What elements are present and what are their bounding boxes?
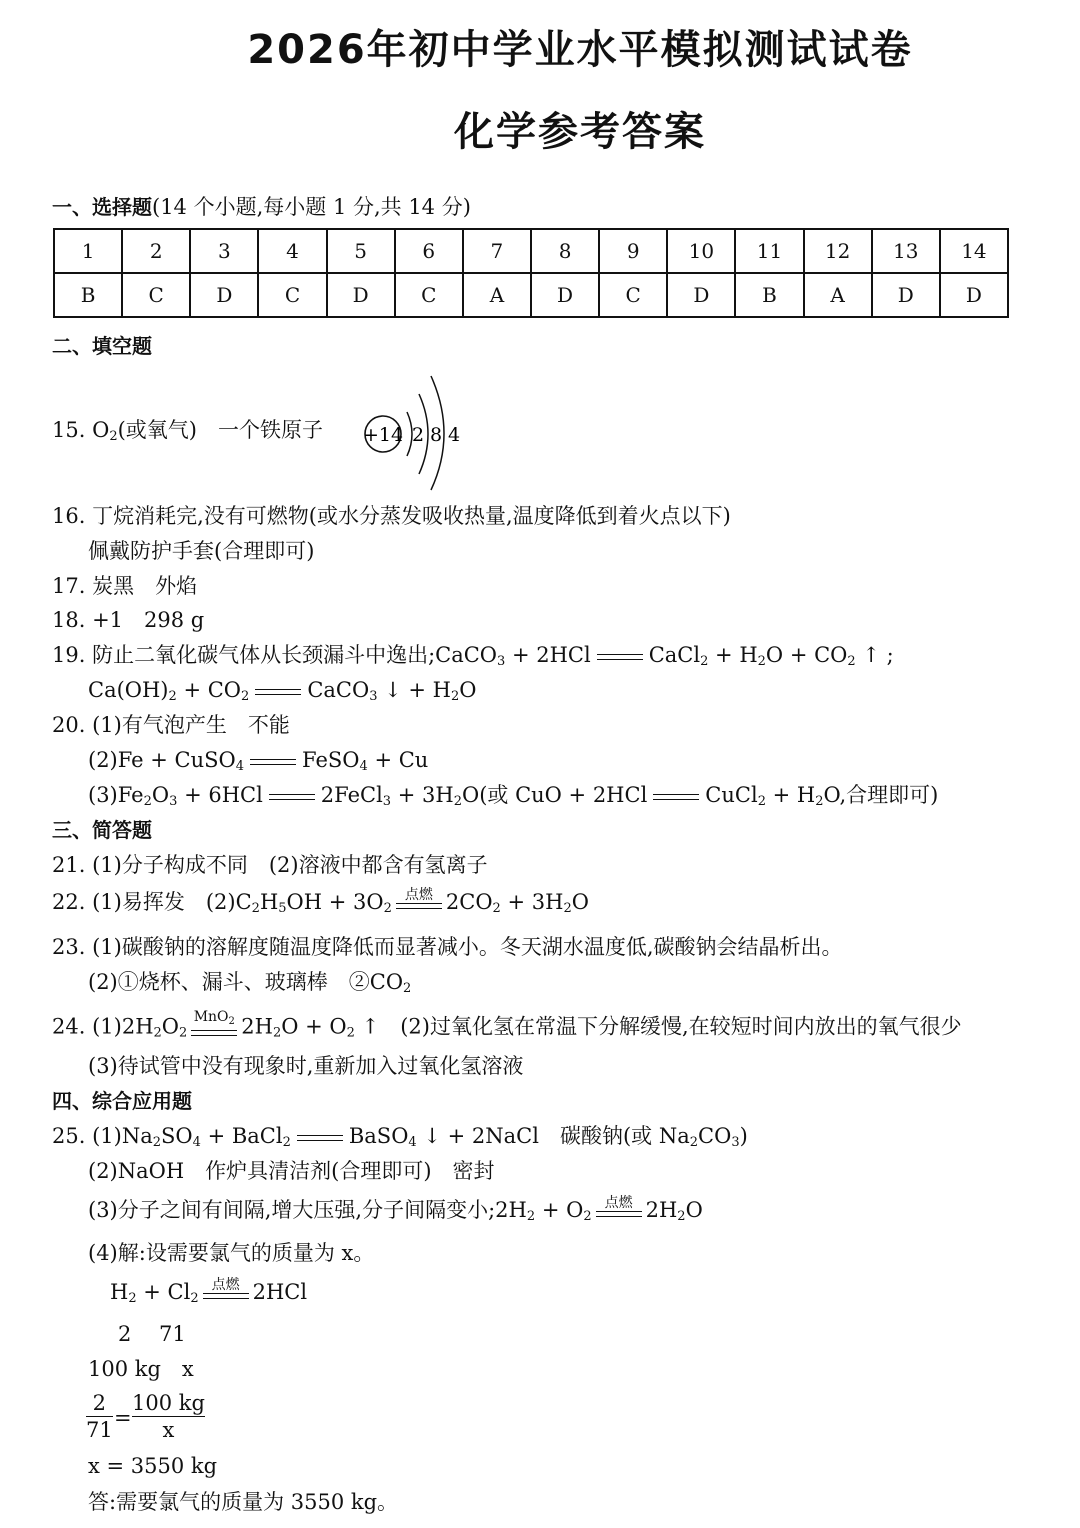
answer-cell: B xyxy=(735,273,803,317)
q15-alt: (或氧气) xyxy=(117,418,197,442)
answer-24-line-2: (3)待试管中没有现象时,重新加入过氧化氢溶液 xyxy=(88,1054,524,1078)
q25-part-3: (3)分子之间有间隔,增大压强,分子间隔变小; xyxy=(88,1198,496,1222)
question-number: 13 xyxy=(872,229,940,273)
answer-20-line-1: 20. (1)有气泡产生 不能 xyxy=(52,713,290,737)
equation-sign xyxy=(297,1135,343,1141)
reaction-condition: MnO$_2$ xyxy=(191,1010,237,1046)
answer-cell: D xyxy=(667,273,735,317)
answer-cell: B xyxy=(54,273,122,317)
catalyst-label: MnO xyxy=(193,1009,229,1025)
answer-25-line-2: (2)NaOH 作炉具清洁剂(合理即可) 密封 xyxy=(88,1159,495,1183)
reaction-condition xyxy=(396,888,442,919)
q24-part-2: (2)过氧化氢在常温下分解缓慢,在较短时间内放出的氧气很少 xyxy=(400,1014,962,1039)
silicon-atom-structure-diagram xyxy=(355,362,475,492)
question-number: 9 xyxy=(599,229,667,273)
q15-meaning: 一个铁原子 xyxy=(217,418,323,442)
shell-1-electrons: 2 xyxy=(411,424,425,446)
answer-cell: D xyxy=(190,273,258,317)
answer-23-line-1: 23. (1)碳酸钠的溶解度随温度降低而显著减小。冬天湖水温度低,碳酸钠会结晶析出。 xyxy=(52,935,843,959)
fraction-right-numerator: 100 kg xyxy=(132,1391,205,1415)
question-number: 12 xyxy=(804,229,872,273)
fraction-right-denominator: x xyxy=(162,1418,175,1442)
answer-18: 18. +1 298 g xyxy=(52,608,205,632)
q19-reason: 19. 防止二氧化碳气体从长颈漏斗中逸出; xyxy=(52,643,436,667)
condition-label: 点燃 xyxy=(604,1195,633,1211)
q22-text: 22. (1)易挥发 (2) xyxy=(52,890,236,914)
reaction-condition xyxy=(596,1196,642,1227)
solution-mass: 100 kg x xyxy=(88,1357,194,1381)
answer-cell: A xyxy=(804,273,872,317)
equation-sign xyxy=(250,759,296,765)
answer-21: 21. (1)分子构成不同 (2)溶液中都含有氢离子 xyxy=(52,853,488,877)
answer-25-line-4: (4)解:设需要氯气的质量为 x。 xyxy=(88,1241,375,1265)
answer-25-line-3: (3)分子之间有间隔,增大压强,分子间隔变小$;2H_2 + O_2$ 点燃 $2H_2O$ xyxy=(88,1196,703,1231)
fraction-left xyxy=(86,1390,113,1443)
answer-17: 17. 炭黑 外焰 xyxy=(52,574,198,598)
equals-sign: = xyxy=(114,1406,132,1430)
q23-part-2: (2)①烧杯、漏斗、玻璃棒 ②CO xyxy=(88,970,404,994)
q15-subscript: 2 xyxy=(109,429,118,444)
answer-22: 22. (1)易挥发 $(2)C_2H_5OH + 3O_2$ 点燃 $2CO_2 + 3H_2O$ xyxy=(52,888,589,923)
reaction-condition xyxy=(203,1278,249,1309)
answer-cell: C xyxy=(122,273,190,317)
section-1-label: 一、选择题 xyxy=(52,195,152,219)
answer-15 xyxy=(52,416,323,451)
answer-19-line-2: $Ca(OH)_2 + CO_2$ CaCO$_3$ ↓ + $H_2O$ xyxy=(88,678,477,704)
answer-cell: D xyxy=(872,273,940,317)
fraction-left-denominator: 71 xyxy=(86,1418,113,1442)
question-number: 5 xyxy=(327,229,395,273)
solution-ratio: 2 71 xyxy=(118,1322,186,1346)
page-title: 2026年初中学业水平模拟测试试卷 xyxy=(247,27,913,73)
question-number: 1 xyxy=(54,229,122,273)
q15-formula: O xyxy=(92,418,110,442)
fraction-right xyxy=(132,1390,205,1443)
answer-20-line-2: (2)Fe + CuSO$_4$ FeSO$_4$ + Cu xyxy=(88,748,429,774)
answer-19-line-1: 19. 防止二氧化碳气体从长颈漏斗中逸出;CaCO$_3$ + 2HCl CaCl$_2$ + $H_2O + CO_2$ ↑ ; xyxy=(52,643,894,669)
solution-equation: $H_2 + Cl_2$ 点燃 2HCl xyxy=(110,1278,307,1313)
condition-label: 点燃 xyxy=(404,887,433,903)
shell-2-electrons: 8 xyxy=(429,424,443,446)
answer-23-line-2: (2)①烧杯、漏斗、玻璃棒 $②CO_2$ xyxy=(88,970,412,996)
question-number: 7 xyxy=(463,229,531,273)
answer-cell: C xyxy=(599,273,667,317)
answer-cell: D xyxy=(940,273,1008,317)
shell-3-electrons: 4 xyxy=(447,424,461,446)
question-number: 3 xyxy=(190,229,258,273)
fraction-left-numerator: 2 xyxy=(92,1391,107,1415)
section-3-heading: 三、简答题 xyxy=(52,818,152,842)
q25-part-1-tail: 碳酸钠(或 Na xyxy=(559,1124,690,1148)
answer-cell: A xyxy=(463,273,531,317)
answer-24-line-1: 24. $(1)2H_2O_2$ MnO$_2$ $2H_2O + O_2$ ↑ (2)过氧化氢在常温下分解缓慢,在较短时间内放出的氧气很少 xyxy=(52,1010,962,1048)
section-4-heading: 四、综合应用题 xyxy=(52,1089,192,1113)
answer-25-line-1: 25. $(1)Na_2SO_4$ + BaCl$_2$ BaSO$_4$ ↓ + 2NaCl 碳酸钠(或 $Na_2CO_3$) xyxy=(52,1124,748,1150)
page-subtitle: 化学参考答案 xyxy=(454,109,706,155)
question-number: 11 xyxy=(735,229,803,273)
equation-sign xyxy=(653,794,699,800)
condition-label: 点燃 xyxy=(211,1277,240,1293)
equation-sign xyxy=(269,794,315,800)
question-number-row xyxy=(54,229,1008,273)
answer-row xyxy=(54,273,1008,317)
question-number: 6 xyxy=(395,229,463,273)
answer-cell: C xyxy=(395,273,463,317)
question-number: 4 xyxy=(258,229,326,273)
q24-label: 24. (1) xyxy=(52,1014,122,1039)
section-2-heading: 二、填空题 xyxy=(52,334,152,358)
section-1-heading xyxy=(52,193,471,221)
solution-result: x = 3550 kg xyxy=(88,1454,218,1478)
nucleus-charge: +14 xyxy=(362,424,404,446)
question-number: 2 xyxy=(122,229,190,273)
question-number: 14 xyxy=(940,229,1008,273)
answer-cell: D xyxy=(531,273,599,317)
section-1-note: (14 个小题,每小题 1 分,共 14 分) xyxy=(152,195,471,219)
question-number: 10 xyxy=(667,229,735,273)
answer-cell: D xyxy=(327,273,395,317)
answer-16-line-2: 佩戴防护手套(合理即可) xyxy=(88,539,315,563)
equation-sign xyxy=(597,654,643,660)
answer-16-line-1: 16. 丁烷消耗完,没有可燃物(或水分蒸发吸收热量,温度降低到着火点以下) xyxy=(52,504,731,528)
answer-20-line-3: $(3)Fe_2O_3 + 6HCl$ 2FeCl$_3$ + $3H_2O$(或 CuO + 2HCl CuCl$_2$ + $H_2O$,合理即可) xyxy=(88,783,939,809)
answer-table xyxy=(53,228,1009,318)
answer-cell: C xyxy=(258,273,326,317)
question-number: 8 xyxy=(531,229,599,273)
equation-sign xyxy=(255,689,301,695)
q15-number: 15. xyxy=(52,418,86,442)
solution-answer: 答:需要氯气的质量为 3550 kg。 xyxy=(88,1490,399,1514)
